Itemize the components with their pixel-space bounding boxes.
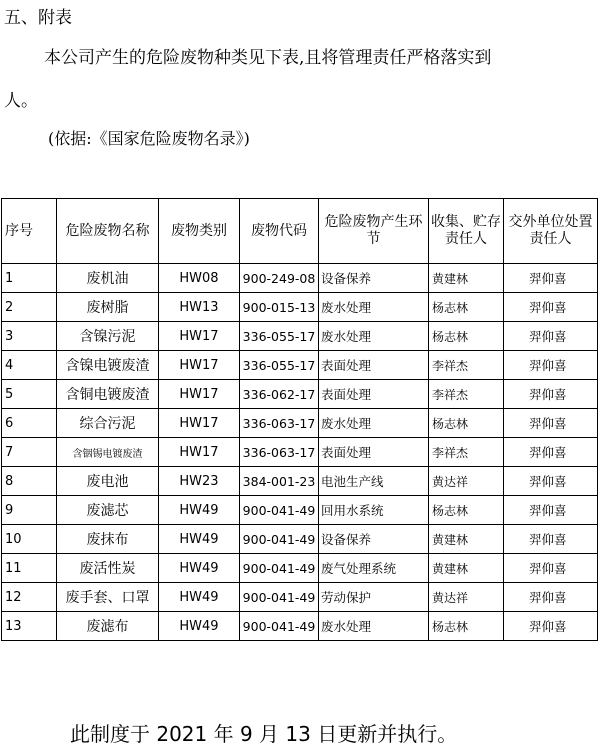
table-row bbox=[2, 612, 598, 641]
table-row bbox=[2, 525, 598, 554]
cell-collector: 杨志林 bbox=[429, 293, 504, 322]
cell-name: 废活性炭 bbox=[57, 554, 159, 583]
cell-name: 含镍污泥 bbox=[57, 322, 159, 351]
cell-no: 2 bbox=[2, 293, 57, 322]
cell-collector: 李祥杰 bbox=[429, 380, 504, 409]
cell-name: 含铜电镀废渣 bbox=[57, 380, 159, 409]
cell-process: 回用水系统 bbox=[319, 496, 429, 525]
table-row bbox=[2, 583, 598, 612]
table-row bbox=[2, 293, 598, 322]
cell-category: HW23 bbox=[159, 467, 240, 496]
cell-process: 表面处理 bbox=[319, 351, 429, 380]
table-row bbox=[2, 322, 598, 351]
cell-no: 3 bbox=[2, 322, 57, 351]
cell-code: 900-015-13 bbox=[240, 293, 319, 322]
table-header-row bbox=[2, 199, 598, 264]
cell-disposal: 羿仰喜 bbox=[504, 496, 598, 525]
cell-category: HW49 bbox=[159, 612, 240, 641]
header-collector: 收集、贮存责任人 bbox=[429, 199, 504, 264]
cell-name: 含铟锡电镀废渣 bbox=[57, 438, 159, 467]
cell-disposal: 羿仰喜 bbox=[504, 554, 598, 583]
table-row bbox=[2, 467, 598, 496]
cell-name: 废机油 bbox=[57, 264, 159, 293]
intro-paragraph-line2: 人。 bbox=[4, 91, 38, 111]
cell-no: 10 bbox=[2, 525, 57, 554]
table-row bbox=[2, 351, 598, 380]
cell-category: HW17 bbox=[159, 351, 240, 380]
cell-process: 设备保养 bbox=[319, 264, 429, 293]
header-code: 废物代码 bbox=[240, 199, 319, 264]
cell-disposal: 羿仰喜 bbox=[504, 322, 598, 351]
cell-code: 336-055-17 bbox=[240, 351, 319, 380]
cell-collector: 杨志林 bbox=[429, 322, 504, 351]
header-no: 序号 bbox=[2, 199, 57, 264]
cell-collector: 杨志林 bbox=[429, 612, 504, 641]
cell-name: 含镍电镀废渣 bbox=[57, 351, 159, 380]
cell-code: 900-041-49 bbox=[240, 612, 319, 641]
cell-no: 9 bbox=[2, 496, 57, 525]
cell-collector: 黄建林 bbox=[429, 554, 504, 583]
cell-name: 废树脂 bbox=[57, 293, 159, 322]
cell-no: 4 bbox=[2, 351, 57, 380]
cell-name: 废手套、口罩 bbox=[57, 583, 159, 612]
cell-no: 1 bbox=[2, 264, 57, 293]
cell-disposal: 羿仰喜 bbox=[504, 264, 598, 293]
table-row bbox=[2, 496, 598, 525]
cell-no: 6 bbox=[2, 409, 57, 438]
cell-category: HW17 bbox=[159, 409, 240, 438]
table-row bbox=[2, 438, 598, 467]
table-row bbox=[2, 554, 598, 583]
cell-process: 废水处理 bbox=[319, 612, 429, 641]
cell-collector: 李祥杰 bbox=[429, 438, 504, 467]
header-category: 废物类别 bbox=[159, 199, 240, 264]
cell-no: 12 bbox=[2, 583, 57, 612]
basis-note: (依据:《国家危险废物名录》) bbox=[48, 129, 250, 148]
cell-collector: 李祥杰 bbox=[429, 351, 504, 380]
cell-no: 5 bbox=[2, 380, 57, 409]
cell-code: 900-041-49 bbox=[240, 525, 319, 554]
hazardous-waste-table bbox=[1, 198, 598, 641]
cell-code: 900-041-49 bbox=[240, 496, 319, 525]
cell-code: 900-041-49 bbox=[240, 583, 319, 612]
header-disposal: 交外单位处置责任人 bbox=[504, 199, 598, 264]
cell-code: 336-062-17 bbox=[240, 380, 319, 409]
table-row bbox=[2, 264, 598, 293]
cell-disposal: 羿仰喜 bbox=[504, 467, 598, 496]
cell-disposal: 羿仰喜 bbox=[504, 293, 598, 322]
cell-code: 900-041-49 bbox=[240, 554, 319, 583]
cell-disposal: 羿仰喜 bbox=[504, 525, 598, 554]
cell-process: 废水处理 bbox=[319, 293, 429, 322]
cell-no: 7 bbox=[2, 438, 57, 467]
cell-process: 废气处理系统 bbox=[319, 554, 429, 583]
cell-disposal: 羿仰喜 bbox=[504, 351, 598, 380]
cell-name: 废滤芯 bbox=[57, 496, 159, 525]
cell-process: 电池生产线 bbox=[319, 467, 429, 496]
cell-category: HW17 bbox=[159, 322, 240, 351]
cell-name: 废电池 bbox=[57, 467, 159, 496]
table-row bbox=[2, 409, 598, 438]
cell-code: 900-249-08 bbox=[240, 264, 319, 293]
cell-category: HW17 bbox=[159, 380, 240, 409]
cell-process: 表面处理 bbox=[319, 380, 429, 409]
cell-process: 表面处理 bbox=[319, 438, 429, 467]
cell-category: HW49 bbox=[159, 496, 240, 525]
footer-statement: 此制度于 2021 年 9 月 13 日更新并执行。 bbox=[70, 722, 458, 746]
cell-code: 336-063-17 bbox=[240, 438, 319, 467]
cell-disposal: 羿仰喜 bbox=[504, 583, 598, 612]
cell-process: 设备保养 bbox=[319, 525, 429, 554]
cell-process: 劳动保护 bbox=[319, 583, 429, 612]
cell-category: HW49 bbox=[159, 554, 240, 583]
cell-code: 336-063-17 bbox=[240, 409, 319, 438]
cell-process: 废水处理 bbox=[319, 409, 429, 438]
cell-disposal: 羿仰喜 bbox=[504, 380, 598, 409]
cell-category: HW49 bbox=[159, 525, 240, 554]
cell-no: 11 bbox=[2, 554, 57, 583]
cell-name: 综合污泥 bbox=[57, 409, 159, 438]
cell-category: HW49 bbox=[159, 583, 240, 612]
cell-no: 8 bbox=[2, 467, 57, 496]
header-name: 危险废物名称 bbox=[57, 199, 159, 264]
cell-code: 336-055-17 bbox=[240, 322, 319, 351]
cell-collector: 黄达祥 bbox=[429, 467, 504, 496]
cell-disposal: 羿仰喜 bbox=[504, 438, 598, 467]
intro-paragraph-line1: 本公司产生的危险废物种类见下表,且将管理责任严格落实到 bbox=[44, 48, 492, 68]
cell-collector: 杨志林 bbox=[429, 409, 504, 438]
cell-collector: 黄建林 bbox=[429, 264, 504, 293]
cell-category: HW13 bbox=[159, 293, 240, 322]
cell-collector: 杨志林 bbox=[429, 496, 504, 525]
cell-disposal: 羿仰喜 bbox=[504, 612, 598, 641]
cell-collector: 黄达祥 bbox=[429, 583, 504, 612]
header-process: 危险废物产生环节 bbox=[319, 199, 429, 264]
cell-name: 废滤布 bbox=[57, 612, 159, 641]
cell-category: HW17 bbox=[159, 438, 240, 467]
section-heading: 五、附表 bbox=[4, 8, 72, 28]
cell-no: 13 bbox=[2, 612, 57, 641]
cell-category: HW08 bbox=[159, 264, 240, 293]
cell-collector: 黄建林 bbox=[429, 525, 504, 554]
cell-code: 384-001-23 bbox=[240, 467, 319, 496]
cell-disposal: 羿仰喜 bbox=[504, 409, 598, 438]
cell-process: 废水处理 bbox=[319, 322, 429, 351]
table-row bbox=[2, 380, 598, 409]
cell-name: 废抹布 bbox=[57, 525, 159, 554]
